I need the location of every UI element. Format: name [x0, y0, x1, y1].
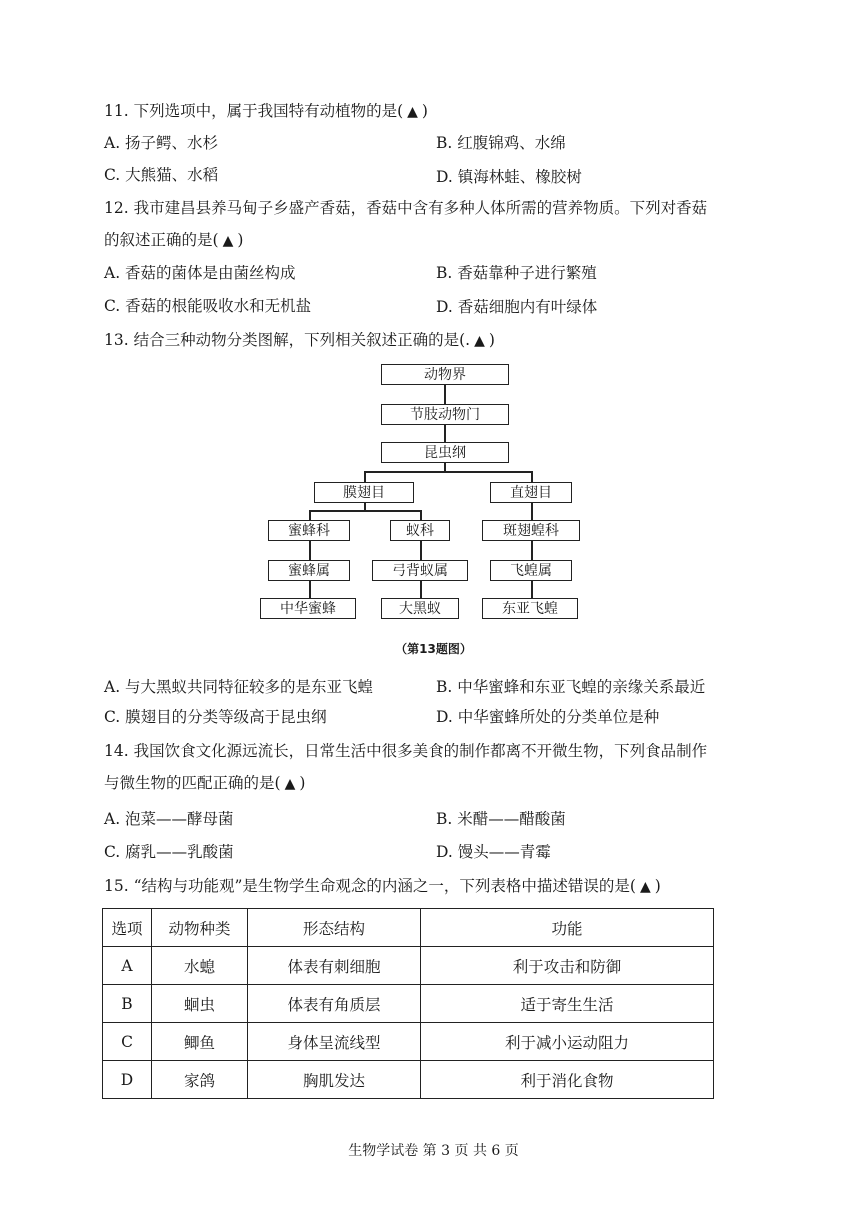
table-row: [103, 947, 714, 985]
question-12-stem-line2: [104, 229, 243, 252]
table-cell: 体表有角质层: [248, 985, 421, 1023]
table-row: [103, 1061, 714, 1099]
table-cell: 鲫鱼: [152, 1023, 248, 1061]
connector-line: [531, 580, 533, 599]
table-header: 选项: [103, 909, 152, 947]
table-cell: D: [103, 1061, 152, 1099]
q14-stem-text: 与微生物的匹配正确的是(: [104, 774, 281, 792]
node-family-1: 蜜蜂科: [268, 520, 350, 541]
q13-close: ): [488, 331, 495, 349]
answer-marker-icon: ▲: [284, 776, 296, 792]
table-header-row: [103, 909, 714, 947]
table-cell: 利于攻击和防御: [421, 947, 714, 985]
answer-marker-icon: ▲: [474, 333, 485, 349]
node-family-2: 蚁科: [390, 520, 450, 541]
answer-marker-icon: ▲: [639, 879, 651, 895]
q12-close: ): [237, 231, 244, 249]
q14-option-c: C. 腐乳——乳酸菌: [104, 843, 234, 861]
question-13-stem: [104, 329, 495, 352]
q11-option-b: B. 红腹锦鸡、水绵: [436, 134, 566, 152]
connector-line: [420, 580, 422, 599]
table-header: 形态结构: [248, 909, 421, 947]
table-cell: 利于消化食物: [421, 1061, 714, 1099]
connector-line: [364, 502, 366, 511]
connector-line: [309, 540, 311, 560]
q11-option-a: A. 扬子鳄、水杉: [104, 134, 219, 152]
answer-marker-icon: ▲: [222, 233, 234, 249]
table-header: 功能: [421, 909, 714, 947]
q11-close: ): [421, 102, 428, 120]
question-12-stem-line1: 12. 我市建昌县养马甸子乡盛产香菇，香菇中含有多种人体所需的营养物质。下列对香菇: [104, 199, 708, 217]
node-family-3: 斑翅蝗科: [482, 520, 580, 541]
q13-stem-text: 13. 结合三种动物分类图解，下列相关叙述正确的是(.: [104, 331, 471, 349]
table-cell: 胸肌发达: [248, 1061, 421, 1099]
q12-option-a: A. 香菇的菌体是由菌丝构成: [104, 264, 296, 282]
table-cell: 家鸽: [152, 1061, 248, 1099]
q12-option-c: C. 香菇的根能吸收水和无机盐: [104, 297, 312, 315]
q14-option-b: B. 米醋——醋酸菌: [436, 810, 566, 828]
table-row: [103, 985, 714, 1023]
table-header: 动物种类: [152, 909, 248, 947]
connector-line: [309, 580, 311, 599]
table-cell: 适于寄生生活: [421, 985, 714, 1023]
q11-stem-text: 11. 下列选项中，属于我国特有动植物的是(: [104, 102, 404, 120]
diagram-caption: （第13题图）: [395, 642, 472, 656]
structure-function-table: [102, 908, 714, 1099]
q13-option-b: B. 中华蜜蜂和东亚飞蝗的亲缘关系最近: [436, 678, 706, 696]
question-11-stem: [104, 100, 428, 123]
q13-option-c: C. 膜翅目的分类等级高于昆虫纲: [104, 708, 327, 726]
q13-option-a: A. 与大黑蚁共同特征较多的是东亚飞蝗: [104, 678, 374, 696]
question-14-stem-line1: 14. 我国饮食文化源远流长，日常生活中很多美食的制作都离不开微生物，下列食品制作: [104, 742, 708, 760]
table-cell: 利于减小运动阻力: [421, 1023, 714, 1061]
node-order-left: 膜翅目: [314, 482, 414, 503]
node-genus-3: 飞蝗属: [490, 560, 572, 581]
table-cell: 体表有刺细胞: [248, 947, 421, 985]
q11-option-d: D. 镇海林蛙、橡胶树: [436, 168, 582, 186]
table-row: [103, 1023, 714, 1061]
q11-option-c: C. 大熊猫、水稻: [104, 166, 219, 184]
node-phylum: 节肢动物门: [381, 404, 509, 425]
q14-close: ): [299, 774, 306, 792]
question-14-stem-line2: [104, 772, 305, 795]
node-species-3: 东亚飞蝗: [482, 598, 578, 619]
page-footer: 生物学试卷 第 3 页 共 6 页: [348, 1143, 519, 1159]
node-class: 昆虫纲: [381, 442, 509, 463]
connector-line: [531, 502, 533, 521]
table-cell: 水螅: [152, 947, 248, 985]
q12-option-b: B. 香菇靠种子进行繁殖: [436, 264, 597, 282]
connector-line: [364, 471, 532, 473]
connector-line: [444, 424, 446, 443]
q15-stem-text: 15. “结构与功能观”是生物学生命观念的内涵之一，下列表格中描述错误的是(: [104, 877, 636, 895]
question-15-stem: [104, 875, 661, 898]
node-species-2: 大黑蚁: [381, 598, 459, 619]
connector-line: [309, 510, 421, 512]
node-kingdom: 动物界: [381, 364, 509, 385]
connector-line: [420, 540, 422, 560]
q14-option-a: A. 泡菜——酵母菌: [104, 810, 234, 828]
table-cell: 身体呈流线型: [248, 1023, 421, 1061]
node-order-right: 直翅目: [490, 482, 572, 503]
table-cell: A: [103, 947, 152, 985]
q13-option-d: D. 中华蜜蜂所处的分类单位是种: [436, 708, 660, 726]
node-genus-2: 弓背蚁属: [372, 560, 468, 581]
connector-line: [444, 384, 446, 405]
node-species-1: 中华蜜蜂: [260, 598, 356, 619]
q12-option-d: D. 香菇细胞内有叶绿体: [436, 298, 598, 316]
q15-close: ): [654, 877, 661, 895]
node-genus-1: 蜜蜂属: [268, 560, 350, 581]
answer-marker-icon: ▲: [407, 104, 418, 120]
q14-option-d: D. 馒头——青霉: [436, 843, 551, 861]
table-cell: C: [103, 1023, 152, 1061]
table-cell: B: [103, 985, 152, 1023]
table-cell: 蛔虫: [152, 985, 248, 1023]
q12-stem-text: 的叙述正确的是(: [104, 231, 219, 249]
connector-line: [531, 540, 533, 560]
connector-line: [444, 462, 446, 472]
